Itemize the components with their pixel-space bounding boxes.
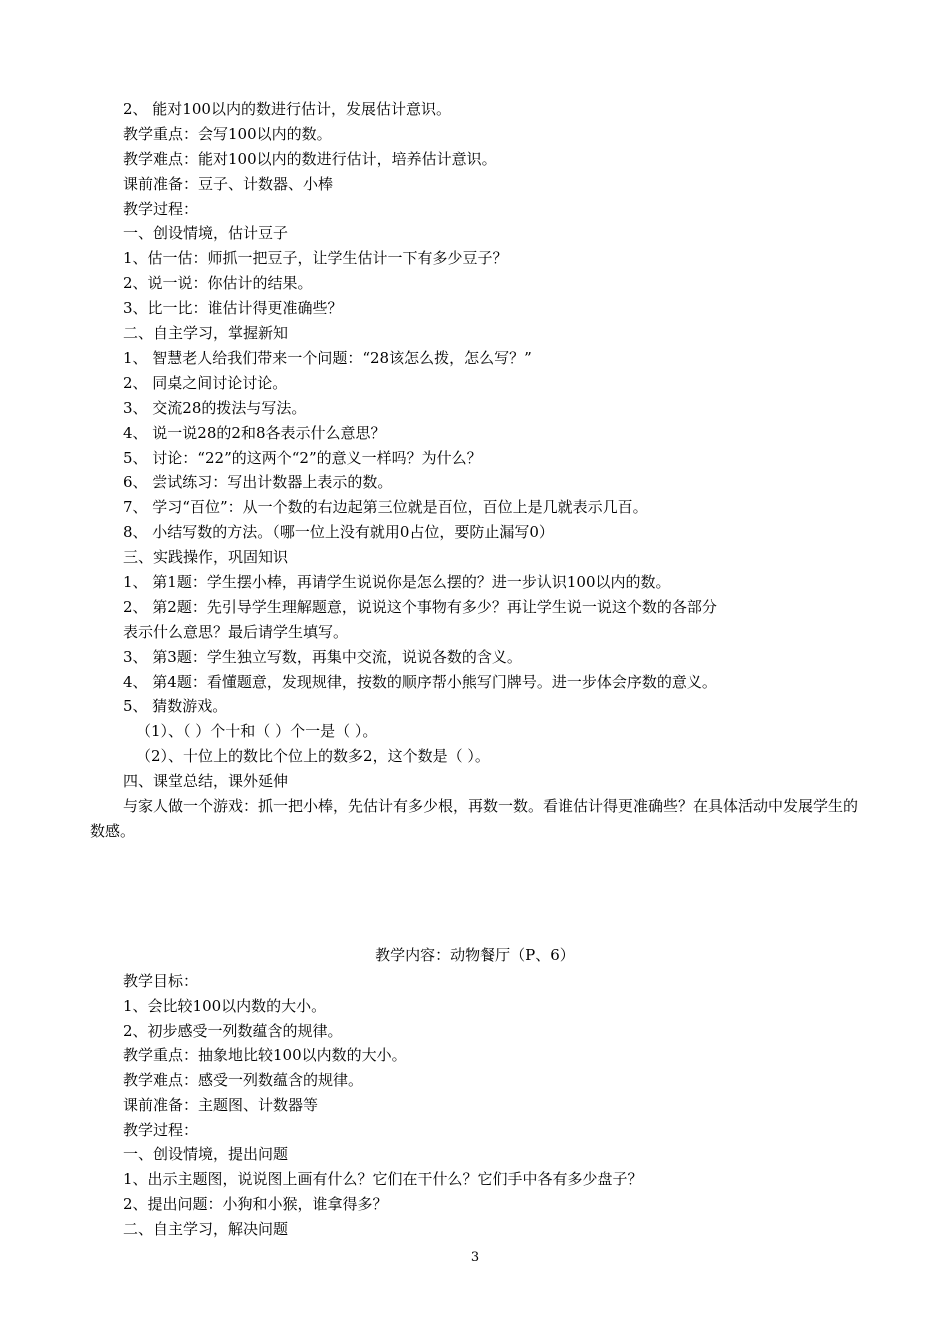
text-line: 教学过程：: [123, 1121, 199, 1139]
text-line: 课前准备：主题图、计数器等: [123, 1096, 319, 1114]
text-line: 1、会比较100以内数的大小。: [123, 997, 327, 1015]
text-line: 5、 讨论：“22”的这两个“2”的意义一样吗？为什么？: [123, 449, 482, 467]
section-heading: 二、自主学习，解决问题: [123, 1220, 289, 1238]
text-line: （1）、（ ）个十和（ ）个一是（ ）。: [136, 722, 378, 740]
text-line: 1、出示主题图，说说图上画有什么？它们在干什么？它们手中各有多少盘子？: [123, 1170, 643, 1188]
lesson-title: 教学内容：动物餐厅（P、6）: [375, 946, 575, 964]
section-heading: 四、课堂总结，课外延伸: [123, 772, 289, 790]
text-line: 1、 第1题：学生摆小棒，再请学生说说你是怎么摆的？进一步认识100以内的数。: [123, 573, 671, 591]
section-heading: 二、自主学习，掌握新知: [123, 324, 289, 342]
text-line: 7、 学习“百位”：从一个数的右边起第三位就是百位，百位上是几就表示几百。: [123, 498, 648, 516]
paragraph: 与家人做一个游戏：抓一把小棒，先估计有多少根，再数一数。看谁估计得更准确些？在具体活动中发展学生的数感。: [90, 797, 859, 840]
text-line: 教学重点：会写100以内的数。: [123, 125, 332, 143]
text-line: 2、 同桌之间讨论讨论。: [123, 374, 288, 392]
text-line: 3、 交流28的拨法与写法。: [123, 399, 307, 417]
text-line: 3、 第3题：学生独立写数，再集中交流，说说各数的含义。: [123, 648, 522, 666]
text-line: 课前准备：豆子、计数器、小棒: [123, 175, 334, 193]
section-heading: 三、实践操作，巩固知识: [123, 548, 289, 566]
text-line: 教学难点：能对100以内的数进行估计，培养估计意识。: [123, 150, 497, 168]
text-line: 6、 尝试练习：写出计数器上表示的数。: [123, 473, 393, 491]
text-line: 表示什么意思？最后请学生填写。: [123, 623, 349, 641]
text-line: 8、 小结写数的方法。（哪一位上没有就用0占位，要防止漏写0）: [123, 523, 554, 541]
text-line: 3、比一比：谁估计得更准确些？: [123, 299, 343, 317]
section-heading: 一、创设情境，提出问题: [123, 1145, 289, 1163]
text-line: 2、提出问题：小狗和小猴，谁拿得多？: [123, 1195, 388, 1213]
text-line: 教学难点：感受一列数蕴含的规律。: [123, 1071, 364, 1089]
text-line: 1、估一估：师抓一把豆子，让学生估计一下有多少豆子？: [123, 249, 508, 267]
text-line: （2）、十位上的数比个位上的数多2，这个数是（ ）。: [136, 747, 490, 765]
section-heading: 一、创设情境，估计豆子: [123, 224, 289, 242]
text-line: 4、 第4题：看懂题意，发现规律，按数的顺序帮小熊写门牌号。进一步体会序数的意义。: [123, 673, 717, 691]
text-line: 2、 能对100以内的数进行估计，发展估计意识。: [123, 100, 451, 118]
text-line: 2、说一说：你估计的结果。: [123, 274, 313, 292]
text-line: 教学目标：: [123, 972, 199, 990]
text-line: 教学过程：: [123, 200, 199, 218]
text-line: 2、初步感受一列数蕴含的规律。: [123, 1022, 343, 1040]
text-line: 教学重点：抽象地比较100以内数的大小。: [123, 1046, 407, 1064]
text-line: 5、 猜数游戏。: [123, 697, 228, 715]
text-line: 2、 第2题：先引导学生理解题意，说说这个事物有多少？再让学生说一说这个数的各部分: [123, 598, 717, 616]
text-line: 1、 智慧老人给我们带来一个问题：“28该怎么拨，怎么写？”: [123, 349, 532, 367]
text-line: 4、 说一说28的2和8各表示什么意思？: [123, 424, 386, 442]
page-number: 3: [470, 1250, 480, 1265]
